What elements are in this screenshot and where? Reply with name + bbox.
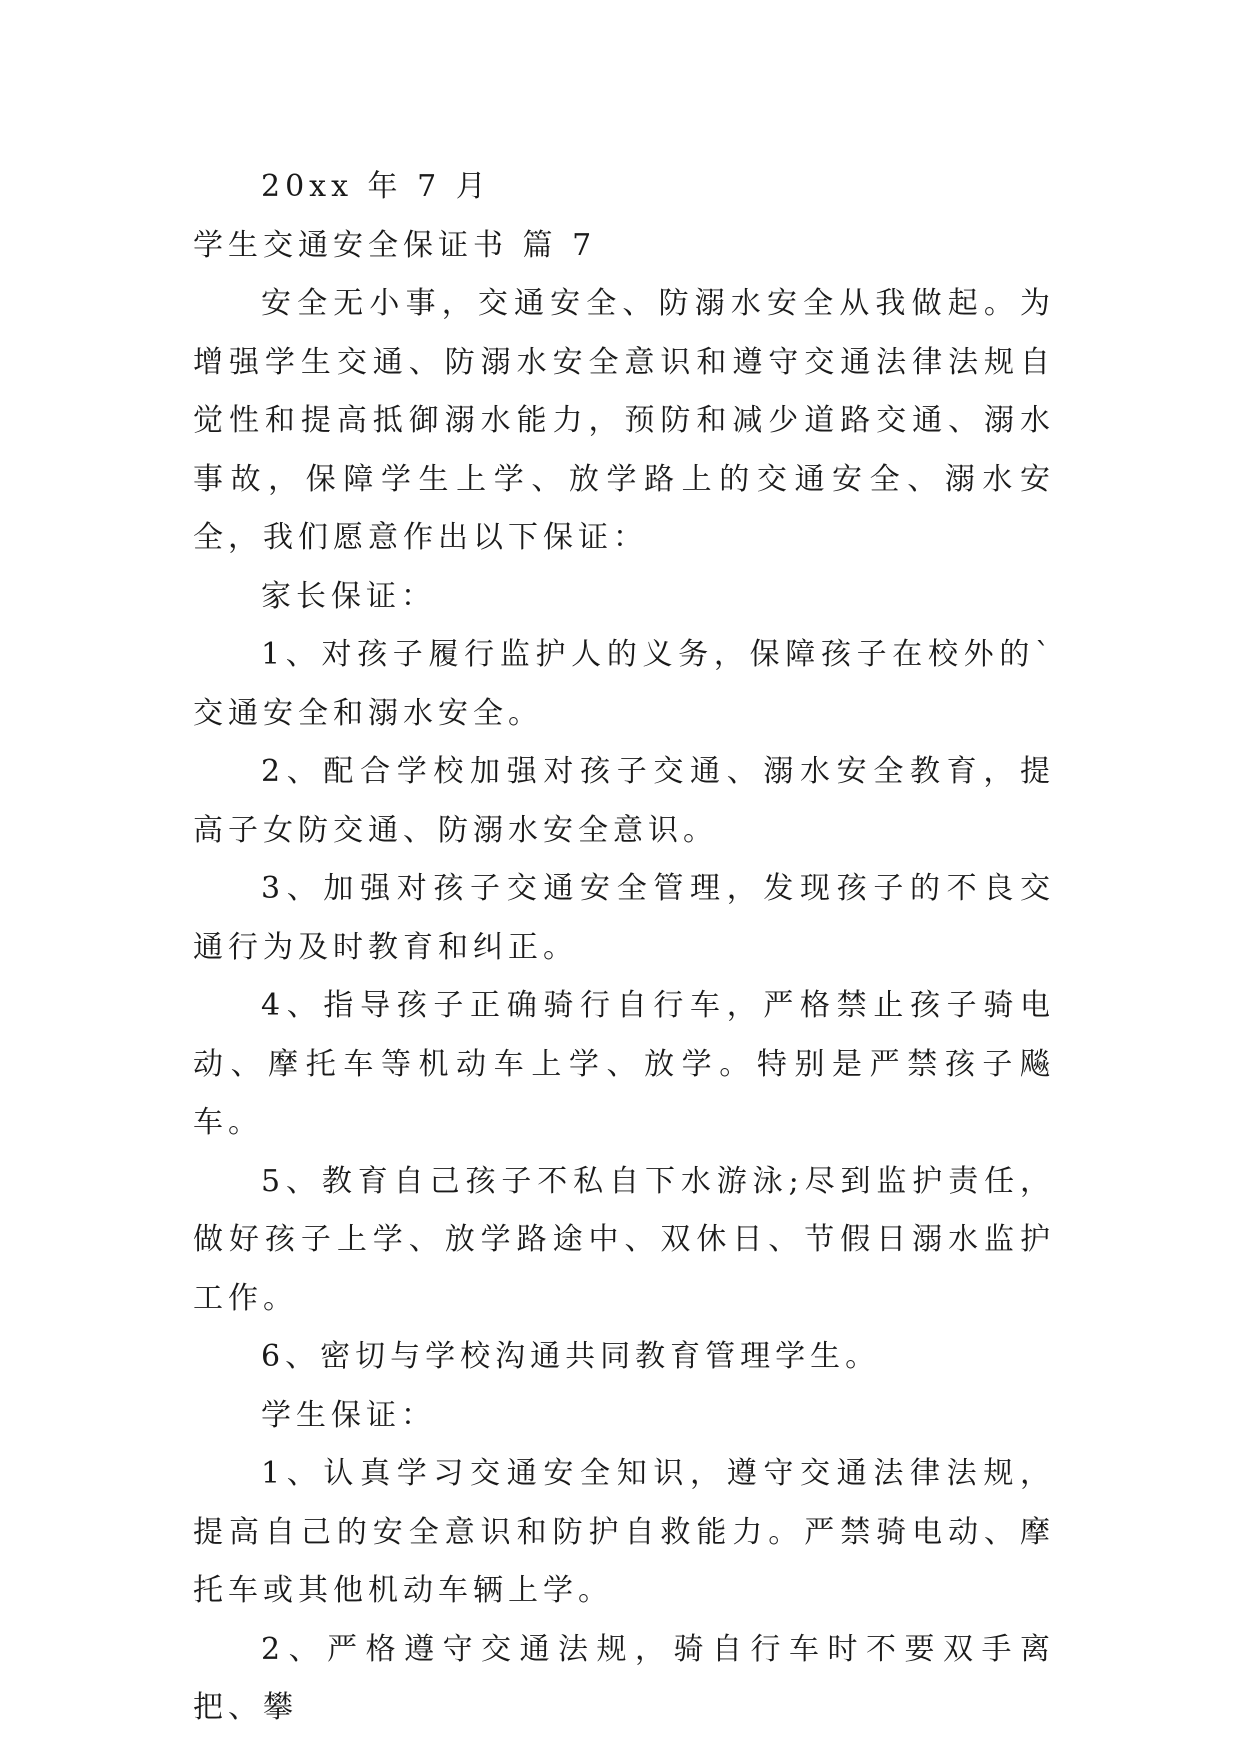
document-body [193, 158, 1055, 1738]
parent-pledge-heading: 家长保证： [261, 578, 436, 614]
student-pledge-item: 1、认真学习交通安全知识，遵守交通法律法规，提高自己的安全意识和防护自救能力。严禁骑电动、摩托车或其他机动车辆上学。 [193, 1456, 1055, 1608]
section-heading: 学生交通安全保证书 篇 7 [193, 227, 597, 263]
parent-pledge-item: 6、密切与学校沟通共同教育管理学生。 [261, 1339, 881, 1374]
parent-pledge-item: 2、配合学校加强对孩子交通、溺水安全教育，提高子女防交通、防溺水安全意识。 [193, 754, 1055, 848]
parent-pledge-item: 4、指导孩子正确骑行自行车，严格禁止孩子骑电动、摩托车等机动车上学、放学。特别是严禁孩子飚车。 [193, 988, 1055, 1140]
date-line: 20xx 年 7 月 [261, 169, 491, 204]
intro-paragraph: 安全无小事，交通安全、防溺水安全从我做起。为增强学生交通、防溺水安全意识和遵守交通法律法规自觉性和提高抵御溺水能力，预防和减少道路交通、溺水事故，保障学生上学、放学路上的交通安全、溺水安全，我们愿意作出以下保证： [193, 286, 1055, 555]
student-pledge-heading: 学生保证： [261, 1397, 436, 1433]
parent-pledge-item: 5、教育自己孩子不私自下水游泳;尽到监护责任，做好孩子上学、放学路途中、双休日、节假日溺水监护工作。 [193, 1163, 1055, 1316]
parent-pledge-item: 1、对孩子履行监护人的义务，保障孩子在校外的`交通安全和溺水安全。 [193, 637, 1055, 731]
parent-pledge-item: 3、加强对孩子交通安全管理，发现孩子的不良交通行为及时教育和纠正。 [193, 871, 1055, 965]
student-pledge-item: 2、严格遵守交通法规，骑自行车时不要双手离把、攀 [193, 1631, 1055, 1725]
